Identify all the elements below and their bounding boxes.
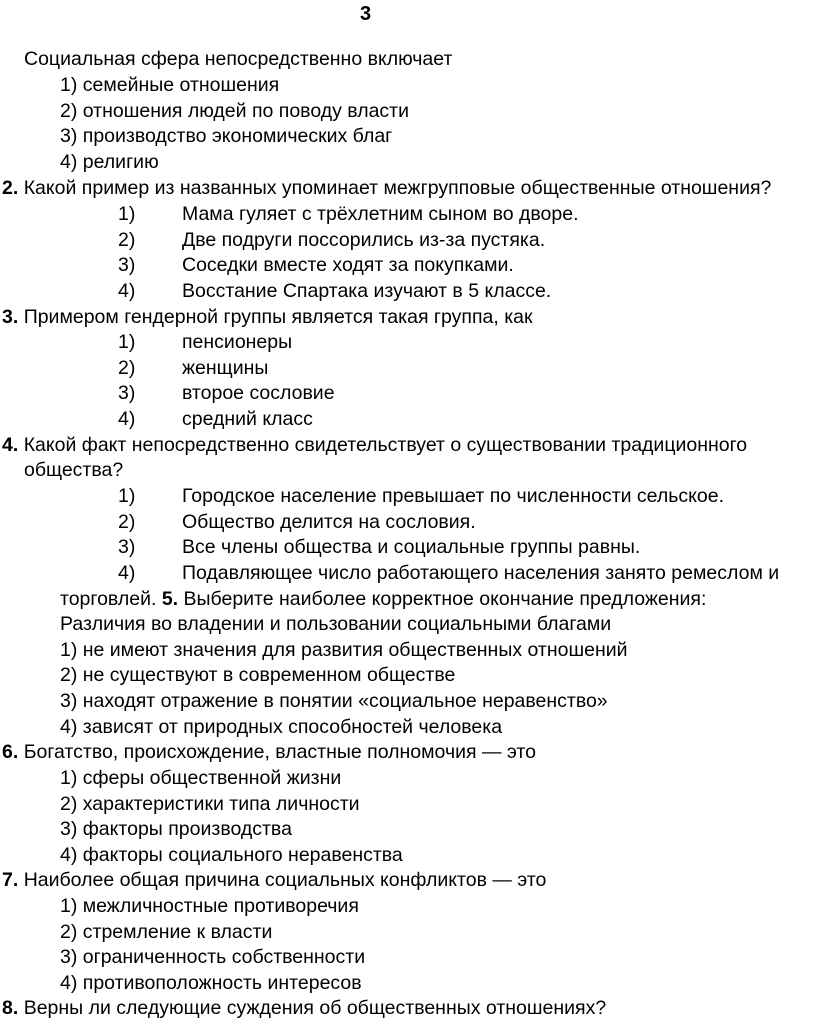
question-3-option-4 (0, 407, 816, 433)
question-2-option-1 (0, 202, 816, 228)
option-number: 1) (118, 331, 136, 353)
question-2-option-4 (0, 279, 816, 305)
question-6-option-1: 1) сферы общественной жизни (60, 767, 342, 789)
question-7-option-2: 2) стремление к власти (60, 921, 273, 943)
option-number: 3) (118, 382, 136, 404)
question-5-stem: Выберите наиболее корректное окончание предложения: (183, 588, 707, 610)
option-text: Соседки вместе ходят за покупками. (182, 254, 514, 276)
option-text: Две подруги поссорились из-за пустяка. (182, 229, 546, 251)
question-4-stem: Какой факт непосредственно свидетельствует о существовании традиционного (23, 434, 748, 456)
option-number: 1) (118, 203, 136, 225)
question-6-number: 6. (2, 741, 19, 763)
option-number: 4) (118, 280, 136, 302)
question-7-option-1: 1) межличностные противоречия (60, 895, 359, 917)
question-4-option-1 (0, 484, 816, 510)
question-4-option-4 (0, 561, 816, 587)
option-number: 3) (118, 254, 136, 276)
question-5-option-3: 3) находят отражение в понятии «социальное неравенство» (60, 690, 608, 712)
option-text: Мама гуляет с трёхлетним сыном во дворе. (182, 203, 579, 225)
question-3-option-2 (0, 356, 816, 382)
option-number: 2) (118, 357, 136, 379)
question-7-option-3: 3) ограниченность собственности (60, 946, 366, 968)
question-7-option-4: 4) противоположность интересов (60, 972, 362, 994)
question-6-option-2: 2) характеристики типа личности (60, 793, 360, 815)
question-3-heading (2, 305, 533, 331)
question-7-heading (2, 868, 546, 894)
option-text: пенсионеры (182, 331, 293, 353)
question-4-option-2 (0, 510, 816, 536)
question-6-option-3: 3) факторы производства (60, 818, 292, 840)
option-number: 1) (118, 485, 136, 507)
question-2-option-2 (0, 228, 816, 254)
question-3-number: 3. (2, 306, 19, 328)
question-1-option-3: 3) производство экономических благ (60, 125, 393, 147)
option-number: 4) (118, 562, 136, 584)
question-5-option-1: 1) не имеют значения для развития общественных отношений (60, 639, 628, 661)
option-text: Все члены общества и социальные группы равны. (182, 536, 641, 558)
option-number: 2) (118, 229, 136, 251)
option-text: средний класс (182, 408, 313, 430)
question-2-stem: Какой пример из названных упоминает межгрупповые общественные отношения? (23, 177, 772, 199)
question-6-option-4: 4) факторы социального неравенства (60, 844, 403, 866)
question-8-stem: Верны ли следующие суждения об общественных отношениях? (23, 997, 607, 1019)
question-6-heading (2, 740, 536, 766)
question-4-stem-continued: общества? (24, 459, 124, 481)
question-1-option-1: 1) семейные отношения (60, 74, 280, 96)
question-4-heading (2, 433, 747, 459)
question-4-option-3 (0, 535, 816, 561)
question-5-number: 5. (161, 588, 179, 610)
question-7-stem: Наиболее общая причина социальных конфликтов — это (23, 869, 547, 891)
question-7-number: 7. (2, 869, 19, 891)
question-1-option-4: 4) религию (60, 151, 159, 173)
question-5-option-2: 2) не существуют в современном обществе (60, 664, 456, 686)
option-text: Восстание Спартака изучают в 5 классе. (182, 280, 552, 302)
question-5-option-4: 4) зависят от природных способностей человека (60, 716, 503, 738)
option-number: 3) (118, 536, 136, 558)
question-1-option-2: 2) отношения людей по поводу власти (60, 100, 409, 122)
option-number: 2) (118, 511, 136, 533)
option-text: второе сословие (182, 382, 335, 404)
option-text: Общество делится на сословия. (182, 511, 476, 533)
option-text: Подавляющее число работающего населения занято ремеслом и (182, 562, 780, 584)
question-4-option-4-continued: торговлей. (60, 588, 157, 610)
question-1-stem: Социальная сфера непосредственно включает (24, 48, 453, 70)
question-8-number: 8. (2, 997, 19, 1019)
question-5-stem-continued: Различия во владении и пользовании социальными благами (60, 613, 612, 635)
option-text: Городское население превышает по численности сельское. (182, 485, 725, 507)
question-5-heading (60, 587, 706, 613)
question-2-option-3 (0, 253, 816, 279)
option-number: 4) (118, 408, 136, 430)
question-2-number: 2. (2, 177, 19, 199)
question-6-stem: Богатство, происхождение, властные полномочия — это (23, 741, 536, 763)
question-4-number: 4. (2, 434, 19, 456)
question-3-option-3 (0, 381, 816, 407)
question-3-option-1 (0, 330, 816, 356)
question-2-heading (2, 176, 771, 202)
page-number: 3 (360, 3, 372, 25)
option-text: женщины (182, 357, 269, 379)
question-3-stem: Примером гендерной группы является такая группа, как (23, 306, 533, 328)
